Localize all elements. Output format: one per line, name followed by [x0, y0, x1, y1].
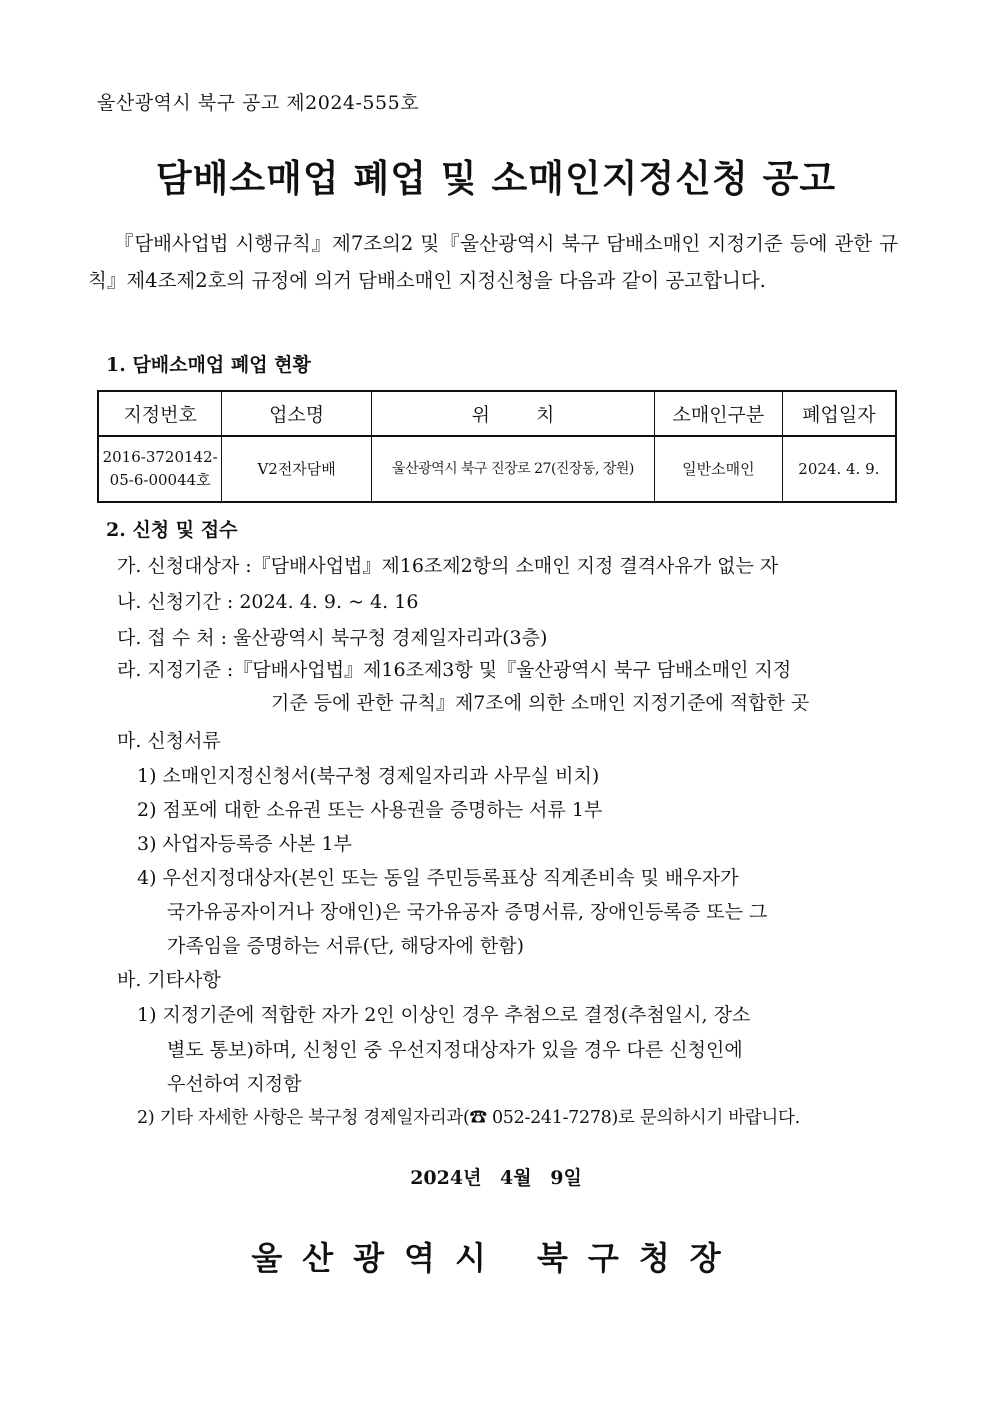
intro-paragraph	[88, 225, 898, 299]
item-ma-1: 1) 소매인지정신청서(북구청 경제일자리과 사무실 비치)	[137, 765, 600, 787]
item-da: 다. 접 수 처 : 울산광역시 북구청 경제일자리과(3층)	[117, 627, 548, 649]
cell-type: 일반소매인	[655, 436, 783, 502]
table-row	[98, 436, 896, 502]
intro-text: 『담배사업법 시행규칙』제7조의2 및『울산광역시 북구 담배소매인 지정기준 등에 관한 규칙』제4조제2호의 규정에 의거 담배소매인 지정신청을 다음과 같이 공고합니다.	[88, 232, 898, 292]
item-na: 나. 신청기간 : 2024. 4. 9. ~ 4. 16	[117, 591, 419, 613]
item-ba-1-line2: 별도 통보)하며, 신청인 중 우선지정대상자가 있을 경우 다른 신청인에	[167, 1039, 743, 1061]
item-ba-1-line3: 우선하여 지정함	[167, 1073, 302, 1095]
item-ra-line2: 기준 등에 관한 규칙』제7조에 의한 소매인 지정기준에 적합한 곳	[271, 692, 810, 714]
table-header-row	[98, 391, 896, 436]
column-header: 폐업일자	[782, 391, 896, 436]
item-ba: 바. 기타사항	[117, 969, 221, 991]
column-header: 업소명	[222, 391, 372, 436]
section1-heading: 1. 담배소매업 폐업 현황	[106, 354, 311, 376]
closure-status-table	[97, 390, 897, 503]
item-ra-line1: 라. 지정기준 :『담배사업법』제16조제3항 및『울산광역시 북구 담배소매인 지정	[117, 659, 792, 681]
cell-number	[98, 436, 222, 502]
column-header: 소매인구분	[655, 391, 783, 436]
cell-number-line2: 05-6-00044호	[109, 471, 211, 489]
cell-date: 2024. 4. 9.	[782, 436, 896, 502]
item-ma-3: 3) 사업자등록증 사본 1부	[137, 833, 352, 855]
item-ma-4-line3: 가족임을 증명하는 서류(단, 해당자에 한함)	[167, 935, 525, 957]
item-ma-4-line1: 4) 우선지정대상자(본인 또는 동일 주민등록표상 직계존비속 및 배우자가	[137, 867, 739, 889]
item-ma-4-line2: 국가유공자이거나 장애인)은 국가유공자 증명서류, 장애인등록증 또는 그	[167, 901, 768, 923]
page-title: 담배소매업 폐업 및 소매인지정신청 공고	[155, 156, 837, 200]
notice-date: 2024년 4월 9일	[410, 1167, 582, 1189]
item-ma-2: 2) 점포에 대한 소유권 또는 사용권을 증명하는 서류 1부	[137, 799, 603, 821]
item-ba-2: 2) 기타 자세한 사항은 북구청 경제일자리과(☎ 052-241-7278)로 문의하시기 바랍니다.	[137, 1108, 800, 1128]
cell-name: V2전자담배	[222, 436, 372, 502]
section2-heading: 2. 신청 및 접수	[106, 519, 238, 541]
issuer-signature: 울산광역시 북구청장	[251, 1239, 741, 1277]
cell-number-line1: 2016-3720142-	[102, 448, 218, 466]
item-ba-1-line1: 1) 지정기준에 적합한 자가 2인 이상인 경우 추첨으로 결정(추첨일시, 장소	[137, 1004, 751, 1026]
column-header: 위 치	[371, 391, 654, 436]
item-ga: 가. 신청대상자 :『담배사업법』제16조제2항의 소매인 지정 결격사유가 없는 자	[117, 555, 779, 577]
column-header: 지정번호	[98, 391, 222, 436]
notice-number: 울산광역시 북구 공고 제2024-555호	[97, 92, 420, 114]
item-ma: 마. 신청서류	[117, 730, 221, 752]
cell-location: 울산광역시 북구 진장로 27(진장동, 장원)	[371, 436, 654, 502]
